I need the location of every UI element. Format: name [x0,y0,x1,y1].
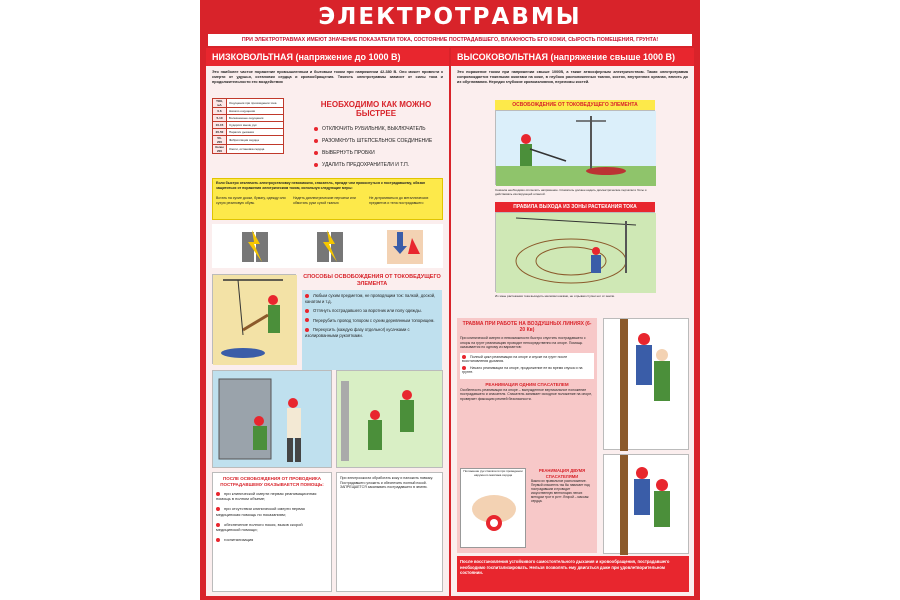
rescue-stick-illustration [212,274,296,364]
current-value: 5-10 [213,115,227,122]
hand-caption: Положение рук спасателя при проведении наружного массажа сердца [463,469,523,477]
current-table-row [213,136,284,145]
current-effect: Судороги мышц рук [227,122,284,129]
release-note: Сначала необходимо отключить напряжение. Спасатель должен надеть диэлектрические перчатки и боты и действовать изолирующей штангой. [495,188,647,196]
pole-two-rescuers-illustration [603,454,689,554]
left-bottom-note-box [336,472,443,592]
current-effect: Фибрилляция сердца [227,136,284,145]
method-item [305,293,439,304]
method-item [305,308,439,314]
low-voltage-intro: Это наиболее частое поражение промышленным и бытовым током при напряжении 42-380 В. Оно может привести к смерти от удушья, остановки сердца и кровообращения. Тяжесть электротравмы зависит от силы тока и продолжительности его воздействия [212,70,443,84]
work-title: ТРАВМА ПРИ РАБОТЕ НА ВОЗДУШНЫХ ЛИНИЯХ (6-20 Кв) [462,321,592,333]
bullet-icon [314,151,318,155]
bullet-icon [305,318,309,322]
current-table-row [213,99,284,108]
work-item-text: Полный цикл реанимации на опоре и спуске на грунт после восстановления дыхания. [462,354,568,363]
hv-release-svg [496,111,656,186]
hands-on-chest-icon [461,479,527,539]
methods-box [302,290,442,370]
bullet-icon [305,309,309,313]
work-text: При клинической смерти и невозможности быстро спустить пострадавшего с опоры на грунт реанимацию проводят непосредственно на опоре. Помощь оказывается по одному из вариантов: [460,336,586,349]
method-item-text: Перекусить (каждую фазу отдельно!) кусачками с изолированными рукоятками. [305,327,410,338]
work-item [462,366,592,375]
current-table-row [213,115,284,122]
yellow-note-box [212,178,443,220]
urgent-item [314,126,425,132]
current-value: 20-50 [213,129,227,136]
after-item [216,522,328,532]
urgent-item [314,150,375,156]
urgent-item [314,162,409,168]
urgent-item-text: РАЗОМКНУТЬ ШТЕПСЕЛЬНОЕ СОЕДИНЕНИЕ [322,138,433,144]
one-rescuer-title: РЕАНИМАЦИЯ ОДНИМ СПАСАТЕЛЕМ [485,381,569,387]
current-table-row [213,122,284,129]
exit-illustration [495,212,655,292]
pole-rescue-two-svg [604,455,690,555]
exit-title: ПРАВИЛА ВЫХОДА ИЗ ЗОНЫ РАСТЕКАНИЯ ТОКА [495,202,655,212]
urgent-item-text: ВЫВЕРНУТЬ ПРОБКИ [322,150,375,156]
after-item [216,491,328,501]
bullet-icon [216,538,220,542]
current-value: 10-15 [213,122,227,129]
poster [200,0,700,600]
current-effect: Ощущения при прохождении тока [227,99,284,108]
pull-victim-illustration [336,370,443,468]
two-rescuers-title: РЕАНИМАЦИЯ ДВУМЯ СПАСАТЕЛЯМИ [538,468,586,479]
high-voltage-heading: ВЫСОКОВОЛЬТНАЯ (напряжение свыше 1000 В) [451,48,694,66]
yellow-col-1: Встать на сухие доски, бумагу, одежду или сухую резиновую обувь [216,196,286,205]
bullet-icon [305,328,309,332]
urgent-item [314,138,432,144]
high-voltage-intro: Это поражение током при напряжении свыше 1000В, а также атмосферным электричеством. Такая электротравма сопровождается тяжелыми ожогами на коже, в глубоко расположенных тканях, костях, внутренних органах, вплоть до их обугливания. Нередки глубокие кровоизлияния, переломы костей. [457,70,688,84]
current-table [212,98,284,154]
current-table-row [213,145,284,154]
gloves-icon [317,230,343,262]
pull-victim-svg [337,371,444,469]
protection-illustrations [212,224,443,268]
yellow-note: Если быстро отключить электроустановку невозможно, спасатель, прежде чем прикоснуться к пострадавшему, обязан защититься от поражения электрическим током, используя следующие меры: [216,181,426,190]
pole-work-box [457,318,597,553]
after-release-box [212,472,332,592]
right-bottom-note: После восстановления устойчивого самостоятельного дыхания и кровообращения, пострадавшего необходимо госпитализировать. Нельзя позволять ему двигаться даже при удовлетворительном состоянии. [457,556,689,592]
after-item-text: госпитализация [224,537,254,543]
bullet-icon [462,366,466,370]
current-value: ТОК, мА [213,99,227,108]
low-voltage-heading: НИЗКОВОЛЬТНАЯ (напряжение до 1000 В) [206,48,449,66]
after-item-text: при отсутствии клинической смерти первая медицинская помощь по показаниям; [216,506,305,517]
after-item-text: при клинической смерти первая реанимационная помощь в полном объеме; [216,491,317,502]
method-item [305,318,439,324]
pole-rescue-one-svg [604,319,690,451]
method-item-text: Перерубить провод топором с сухим деревянным топорищем. [313,317,435,323]
method-item-text: Любым сухим предметом, не проводящим ток: палкой, доской, канатом и т.д. [305,293,436,304]
release-title: ОСВОБОЖДЕНИЕ ОТ ТОКОВЕДУЩЕГО ЭЛЕМЕНТА [495,100,655,110]
yellow-col-2: Надеть диэлектрические перчатки или обмотать руки сухой тканью [293,196,356,205]
current-effect: Болезненные ощущения [227,115,284,122]
pole-one-rescuer-illustration [603,318,689,450]
after-item [216,506,328,516]
methods-title: СПОСОБЫ ОСВОБОЖДЕНИЯ ОТ ТОКОВЕДУЩЕГО ЭЛЕМЕНТА [303,274,441,287]
after-item [216,537,328,542]
method-item [305,327,439,338]
after-title: ПОСЛЕ ОСВОБОЖДЕНИЯ ОТ ПРОВОДНИКА ПОСТРАДАВШЕМУ ОКАЗЫВАЕТСЯ ПОМОЩЬ: [220,476,324,487]
bullet-icon [314,127,318,131]
bullet-icon [305,294,309,298]
bullet-icon [314,163,318,167]
low-voltage-column [206,48,449,596]
protection-icons-svg [212,224,443,268]
electrical-cabinet-illustration [212,370,332,468]
one-rescuer-text: Особенность реанимации на опоре – вынужденное вертикальное положение пострадавшего и спасателя. Спасатель занимает исходное положение на опоре, проверяет фиксацию ремней безопасности. [460,387,593,401]
poster-title: ЭЛЕКТРОТРАВМЫ [318,4,582,30]
bullet-icon [462,355,466,359]
bullet-icon [314,139,318,143]
urgent-item-text: УДАЛИТЬ ПРЕДОХРАНИТЕЛИ И Т.П. [322,162,410,168]
urgent-item-text: ОТКЛЮЧИТЬ РУБИЛЬНИК, ВЫКЛЮЧАТЕЛЬ [322,126,426,132]
current-value: 50-200 [213,136,227,145]
current-effect: Начало ощущения [227,108,284,115]
release-illustration [495,110,655,185]
high-voltage-column [451,48,694,596]
current-value: 0.6 [213,108,227,115]
urgent-title: НЕОБХОДИМО КАК МОЖНО БЫСТРЕЕ [320,100,432,118]
work-item-text: Начало реанимации на опоре, продолжение ее во время спуска и на грунте. [462,365,583,374]
current-effect: Ожоги, остановка сердца [227,145,284,154]
yellow-col-3: Не дотрагиваться до металлических предметов и тела пострадавшего [369,196,429,205]
cabinet-rescue-svg [213,371,333,469]
poster-subtitle: ПРИ ЭЛЕКТРОТРАВМАХ ИМЕЮТ ЗНАЧЕНИЕ ПОКАЗАТЕЛИ ТОКА, СОСТОЯНИЕ ПОСТРАДАВШЕГО, ВЛАЖНОСТЬ ЕГО КОЖИ, СЫРОСТЬ ПОМЕЩЕНИЯ, ГРУНТА! [208,34,692,46]
current-table-row [213,129,284,136]
work-item [462,355,592,364]
current-value: более 200 [213,145,227,154]
left-bottom-note: При электроожогах обработать кожу и наложить повязку. Пострадавшего уложить и обеспечить полный покой. ЗАПРЕЩАЕТСЯ закапывать пострадавшего в землю. [340,476,433,489]
method-item-text: Оттянуть пострадавшего за воротник или полу одежды. [313,308,422,313]
rescuer-stick-svg [213,275,297,365]
boots-icon [242,230,268,262]
after-item-text: обеспечение полного покоя, вызов скорой медицинской помощи; [216,521,303,533]
exit-note: Из зоны растекания тока выходить мелкими шагами, не отрывая ступни ног от земли. [495,294,615,298]
hand-position-box [460,468,526,548]
current-effect: Паралич дыхания [227,129,284,136]
step-voltage-svg [496,213,656,293]
current-table-row [213,108,284,115]
hand-touch-icon [387,230,423,264]
two-rescuers-text: Важно их правильное расположение. Первый спасатель так бы нависает над пострадавшим и проводит искусственную вентиляцию легких методом «рот в рот». Второй – массаж сердца. [531,479,590,503]
